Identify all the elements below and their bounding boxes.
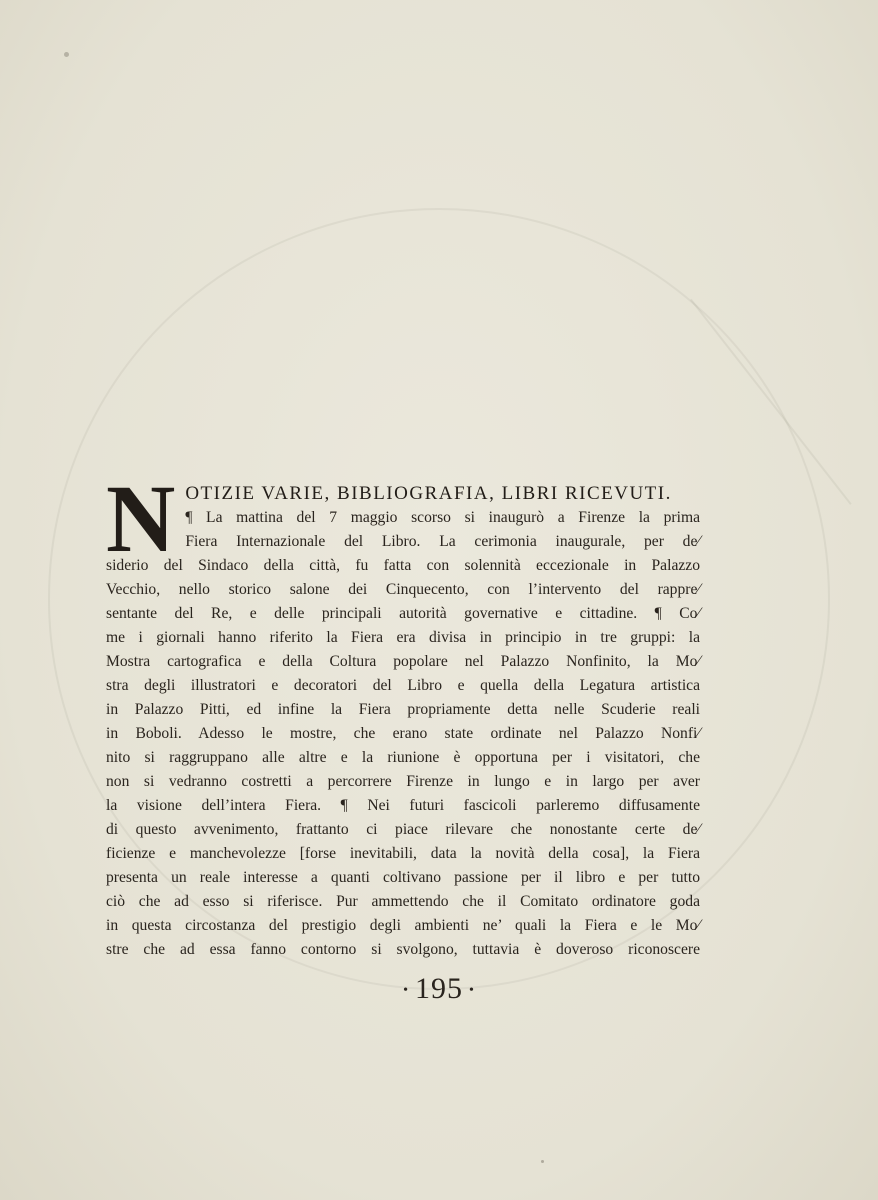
speck [541, 1160, 544, 1163]
text-line: di questo avvenimento, frattanto ci piace rilevare che nonostante certe de⁄ [106, 821, 700, 838]
text-line: me i giornali hanno riferito la Fiera era divisa in principio in tre gruppi: la [106, 629, 700, 646]
text-line: la visione dell’intera Fiera. ¶ Nei futuri fascicoli parleremo diffusamente [106, 797, 700, 814]
drop-cap: N [106, 465, 176, 572]
text-line: ciò che ad esso si riferisce. Pur ammettendo che il Comitato ordinatore goda [106, 893, 700, 910]
text-line: Fiera Internazionale del Libro. La cerimonia inaugurale, per de⁄ [185, 533, 700, 550]
text-line: in questa circostanza del prestigio degli ambienti ne’ quali la Fiera e le Mo⁄ [106, 917, 700, 934]
article-text [106, 465, 700, 962]
text-line: stra degli illustratori e decoratori del Libro e quella della Legatura artistica [106, 677, 700, 694]
text-line: Mostra cartografica e della Coltura popolare nel Palazzo Nonfinito, la Mo⁄ [106, 653, 700, 670]
page-number [0, 972, 878, 1006]
page-number-ornament-left: • [403, 983, 409, 999]
page-number-value: 195 [415, 972, 463, 1005]
text-line: ficienze e manchevolezze [forse inevitabili, data la novità della cosa], la Fiera [106, 845, 700, 862]
article-heading: OTIZIE VARIE, BIBLIOGRAFIA, LIBRI RICEVUTI. [185, 483, 672, 504]
text-line: siderio del Sindaco della città, fu fatta con solennità eccezionale in Palazzo [106, 557, 700, 574]
text-line: ¶ La mattina del 7 maggio scorso si inaugurò a Firenze la prima [185, 509, 700, 526]
page-number-ornament-right: • [469, 983, 475, 999]
text-line: Vecchio, nello storico salone dei Cinquecento, con l’intervento del rappre⁄ [106, 581, 700, 598]
text-line: sentante del Re, e delle principali autorità governative e cittadine. ¶ Co⁄ [106, 605, 700, 622]
text-line: presenta un reale interesse a quanti coltivano passione per il libro e per tutto [106, 869, 700, 886]
text-line: stre che ad essa fanno contorno si svolgono, tuttavia è doveroso riconoscere [106, 941, 700, 958]
speck [64, 52, 69, 57]
text-line: non si vedranno costretti a percorrere Firenze in lungo e in largo per aver [106, 773, 700, 790]
text-line: nito si raggruppano alle altre e la riunione è opportuna per i visitatori, che [106, 749, 700, 766]
article-body [106, 506, 700, 962]
text-line: in Palazzo Pitti, ed infine la Fiera propriamente detta nelle Scuderie reali [106, 701, 700, 718]
text-line: in Boboli. Adesso le mostre, che erano state ordinate nel Palazzo Nonfi⁄ [106, 725, 700, 742]
